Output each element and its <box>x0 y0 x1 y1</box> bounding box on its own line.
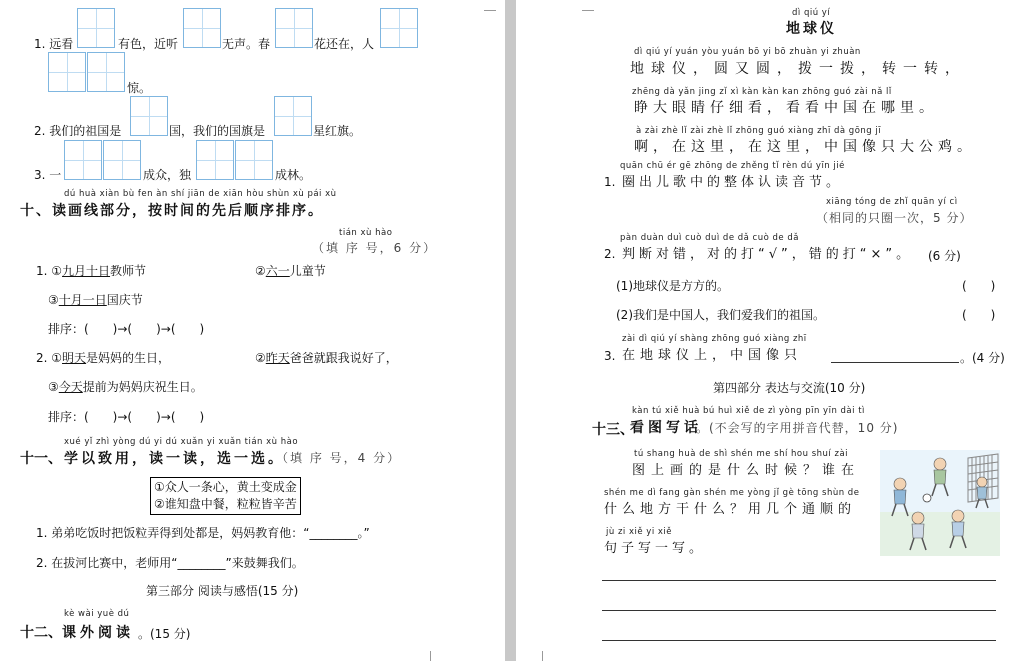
rq2-num: 2. <box>604 247 616 261</box>
q1-text-2: 有色，近听 <box>118 37 179 51</box>
q2-text-2: 国，我们的国旗是 <box>169 124 266 138</box>
writing-line[interactable] <box>602 610 996 611</box>
page-corner-mark <box>532 651 543 661</box>
writing-box[interactable] <box>380 8 418 48</box>
g1-a-underlined: 九月十日 <box>62 264 111 278</box>
s11-pinyin: xué yǐ zhì yòng dú yi dú xuǎn yi xuǎn tián xù hào <box>64 437 299 447</box>
q2-text-1: 2. 我们的祖国是 <box>34 124 122 138</box>
g2-item-a <box>36 349 170 366</box>
g1-c-underlined: 十月一日 <box>58 293 107 307</box>
football-icon <box>923 494 931 502</box>
s13-title: 看图写话 <box>630 420 702 436</box>
g1-c-num: ③ <box>48 293 59 307</box>
s10-note: （填 序 号，6 分） <box>312 241 438 255</box>
football-illustration <box>880 450 1000 556</box>
page-corner-mark <box>582 0 594 11</box>
q1-text-4: 花还在，人 <box>314 37 375 51</box>
g2-item-c <box>48 378 203 395</box>
poem-line-1: 地球仪，圆又圆，拨一拨，转一转， <box>630 61 966 77</box>
page-gutter <box>505 0 516 661</box>
rq3-score: 。(4 分) <box>960 351 1005 365</box>
writing-box[interactable] <box>87 52 125 92</box>
g2-a-underlined: 明天 <box>62 351 87 365</box>
s10-title: 十、读画线部分，按时间的先后顺序排序。 <box>20 203 324 219</box>
q3-text-3: 成林。 <box>275 168 312 182</box>
rq2-text: 判断对错，对的打“√”，错的打“×”。 <box>622 247 914 262</box>
writing-box[interactable] <box>130 96 168 136</box>
s11-title: 学以致用，读一读，选一选。 <box>64 451 285 467</box>
q2-text-3: 星红旗。 <box>313 124 362 138</box>
part3-heading: 第三部分 阅读与感悟(15 分) <box>146 584 299 598</box>
s13-pinyin: kàn tú xiě huà bú huì xiě de zì yòng pīn yīn dài tì <box>632 406 865 416</box>
writing-box[interactable] <box>48 52 86 92</box>
s12-pinyin: kè wài yuè dú <box>64 609 130 619</box>
rq2-item-2: (2)我们是中国人，我们爱我们的祖国。 <box>616 308 825 322</box>
poem-line-2: 睁大眼睛仔细看，看看中国在哪里。 <box>634 100 938 116</box>
rq3-num: 3. <box>604 349 616 363</box>
g2-c-underlined: 今天 <box>58 380 83 394</box>
writing-box[interactable] <box>275 8 313 48</box>
writing-line[interactable] <box>602 640 996 641</box>
rq1-text: 圈出儿歌中的整体认读音节。 <box>622 175 844 190</box>
rq1-note-pinyin: xiāng tóng de zhǐ quān yí cì <box>826 197 958 207</box>
g2-item-b <box>255 349 398 366</box>
poem-line-3: 啊，在这里，在这里，中国像只大公鸡。 <box>634 139 976 155</box>
s11-title-num: 十一、 <box>20 451 62 467</box>
s10-note-pinyin: tián xù hào <box>339 228 393 238</box>
writing-box[interactable] <box>274 96 312 136</box>
poem-line-2-pinyin: zhēng dà yǎn jing zǐ xì kàn kàn kan zhōng guó zài nǎ lǐ <box>632 87 892 97</box>
idiom-box <box>150 477 301 515</box>
prompt-3: 句子写一写。 <box>604 541 707 556</box>
idiom-1: ①众人一条心，黄土变成金 <box>154 480 297 494</box>
q11-1: 1. 弟弟吃饭时把饭粒弄得到处都是，妈妈教育他：“________。” <box>36 526 370 540</box>
g1-item-c <box>48 291 143 308</box>
q1-text-1: 1. 远看 <box>34 37 74 51</box>
rq3-pinyin: zài dì qiú yí shàng zhōng guó xiàng zhī <box>622 334 807 344</box>
writing-box[interactable] <box>64 140 102 180</box>
g1-item-b <box>255 262 326 279</box>
s12-title: 课外阅读 <box>62 625 134 641</box>
g1-c-rest: 国庆节 <box>106 293 143 307</box>
writing-box[interactable] <box>235 140 273 180</box>
writing-line[interactable] <box>602 580 996 581</box>
s12-score: 。(15 分) <box>138 627 191 641</box>
g2-b-num: ② <box>255 351 266 365</box>
q1-text-3: 无声。春 <box>222 37 271 51</box>
g2-order[interactable]: 排序：( )→( )→( ) <box>48 410 205 424</box>
page-corner-mark <box>484 0 496 11</box>
q1-text-5: 惊。 <box>127 81 152 95</box>
s11-note: （填 序 号，4 分） <box>276 451 402 465</box>
g2-b-rest: 爸爸就跟我说好了， <box>289 351 398 365</box>
g2-c-num: ③ <box>48 380 59 394</box>
idiom-2: ②谁知盘中餐，粒粒皆辛苦 <box>154 497 297 511</box>
prompt-1: 图上画的是什么时候？谁在 <box>632 463 861 478</box>
page-corner-mark <box>430 651 441 661</box>
prompt-3-pinyin: jù zi xiě yi xiě <box>606 527 673 537</box>
writing-box[interactable] <box>196 140 234 180</box>
writing-box[interactable] <box>103 140 141 180</box>
writing-box[interactable] <box>183 8 221 48</box>
rq3-text: 在地球仪上，中国像只 <box>622 348 803 363</box>
g1-item-a <box>36 262 146 279</box>
s13-note: 。(不会写的字用拼音代替，10 分) <box>696 421 899 435</box>
g1-b-rest: 儿童节 <box>289 264 326 278</box>
q3-text-1: 3. 一 <box>34 168 62 182</box>
s10-pinyin: dú huà xiàn bù fen àn shí jiān de xiān hòu shùn xù pái xù <box>64 189 337 199</box>
writing-box[interactable] <box>77 8 115 48</box>
rq1-note: （相同的只圈一次，5 分） <box>816 211 973 225</box>
q11-2: 2. 在拔河比赛中，老师用“________”来鼓舞我们。 <box>36 556 304 570</box>
right-page <box>516 0 1020 661</box>
poem-line-3-pinyin: à zài zhè lǐ zài zhè lǐ zhōng guó xiàng zhī dà gōng jī <box>636 126 882 136</box>
poem-title-pinyin: dì qiú yí <box>792 8 831 18</box>
s12-title-num: 十二、 <box>20 625 62 641</box>
rq1-pinyin: quān chū ér gē zhōng de zhěng tǐ rèn dú yīn jié <box>620 161 845 171</box>
g1-a-rest: 教师节 <box>110 264 147 278</box>
ground <box>880 512 1000 556</box>
s13-num: 十三、 <box>592 422 634 438</box>
rq2-answer-2[interactable]: ( ) <box>962 308 996 322</box>
g1-b-underlined: 六一 <box>265 264 290 278</box>
prompt-2-pinyin: shén me dì fang gàn shén me yòng jǐ gè tōng shùn de <box>604 488 860 498</box>
prompt-2: 什么地方干什么？用几个通顺的 <box>604 502 857 517</box>
rq2-item-1: (1)地球仪是方方的。 <box>616 279 729 293</box>
g2-a-rest: 是妈妈的生日， <box>86 351 171 365</box>
poem-title: 地球仪 <box>786 21 837 37</box>
rq2-pinyin: pàn duàn duì cuò duì de dǎ cuò de dǎ <box>620 233 799 243</box>
rq2-answer-1[interactable]: ( ) <box>962 279 996 293</box>
poem-line-1-pinyin: dì qiú yí yuán yòu yuán bō yi bō zhuàn yi zhuàn <box>634 47 861 57</box>
g1-a-num: 1. ① <box>36 264 63 278</box>
g1-b-num: ② <box>255 264 266 278</box>
rq1-num: 1. <box>604 175 616 189</box>
rq2-score: (6 分) <box>928 249 961 263</box>
g2-b-underlined: 昨天 <box>265 351 290 365</box>
prompt-1-pinyin: tú shang huà de shì shén me shí hou shuí zài <box>634 449 849 459</box>
part4-heading: 第四部分 表达与交流(10 分) <box>713 381 866 395</box>
q3-text-2: 成众，独 <box>143 168 192 182</box>
rq3-answer-line[interactable] <box>831 362 959 363</box>
left-page <box>0 0 505 661</box>
g1-order[interactable]: 排序：( )→( )→( ) <box>48 322 205 336</box>
g2-c-rest: 提前为妈妈庆祝生日。 <box>82 380 203 394</box>
g2-a-num: 2. ① <box>36 351 63 365</box>
